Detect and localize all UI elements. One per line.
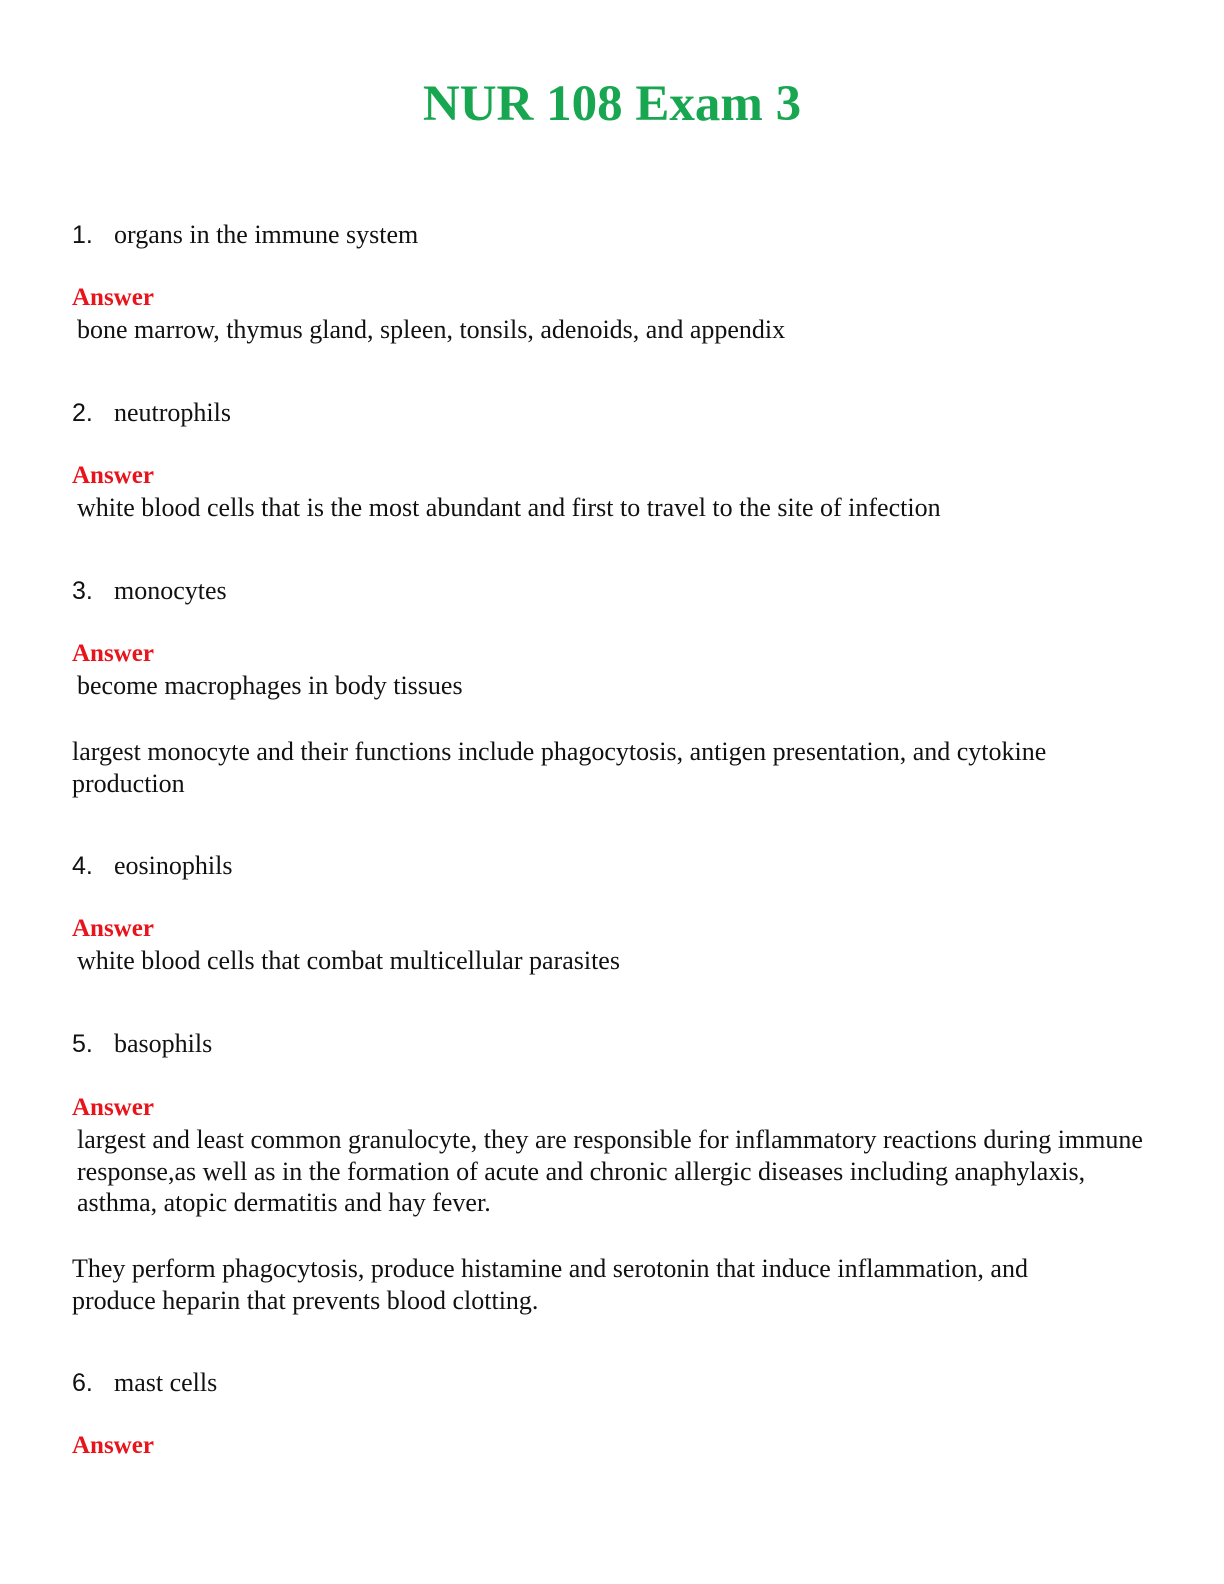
answer-label: Answer — [72, 462, 154, 489]
answer-text: largest monocyte and their functions include phagocytosis, antigen presentation, and cytokine production — [72, 737, 1047, 798]
question-number: 2. — [72, 399, 93, 427]
question-number: 4. — [72, 852, 93, 880]
question-3 — [72, 575, 227, 607]
question-6 — [72, 1367, 217, 1399]
question-number: 3. — [72, 577, 93, 605]
question-4 — [72, 850, 232, 882]
question-text: monocytes — [114, 576, 227, 605]
answer-label: Answer — [72, 1094, 154, 1121]
answer-text: white blood cells that is the most abundant and first to travel to the site of infection — [77, 493, 941, 522]
question-text: mast cells — [114, 1368, 218, 1397]
page-title: NUR 108 Exam 3 — [422, 76, 802, 132]
answer-text: They perform phagocytosis, produce histamine and serotonin that induce inflammation, and produce heparin that prevents blood clotting. — [72, 1254, 1028, 1315]
question-text: basophils — [114, 1029, 213, 1058]
question-number: 5. — [72, 1030, 93, 1058]
answer-label: Answer — [72, 640, 154, 667]
question-5 — [72, 1028, 212, 1060]
question-1 — [72, 219, 418, 251]
question-number: 6. — [72, 1369, 93, 1397]
question-text: neutrophils — [114, 398, 231, 427]
answer-text: become macrophages in body tissues — [77, 671, 463, 700]
question-text: eosinophils — [114, 851, 233, 880]
answer-text: white blood cells that combat multicellular parasites — [77, 946, 620, 975]
answer-text: bone marrow, thymus gland, spleen, tonsils, adenoids, and appendix — [77, 315, 786, 344]
answer-label: Answer — [72, 284, 154, 311]
question-text: organs in the immune system — [114, 220, 419, 249]
answer-label: Answer — [72, 915, 154, 942]
question-number: 1. — [72, 221, 93, 249]
answer-text: largest and least common granulocyte, they are responsible for inflammatory reactions during immune response,as well as in the formation of acute and chronic allergic diseases including anaphylaxis, asthma, atopic dermatitis and hay fever. — [77, 1125, 1143, 1217]
answer-label: Answer — [72, 1432, 154, 1459]
question-2 — [72, 397, 231, 429]
